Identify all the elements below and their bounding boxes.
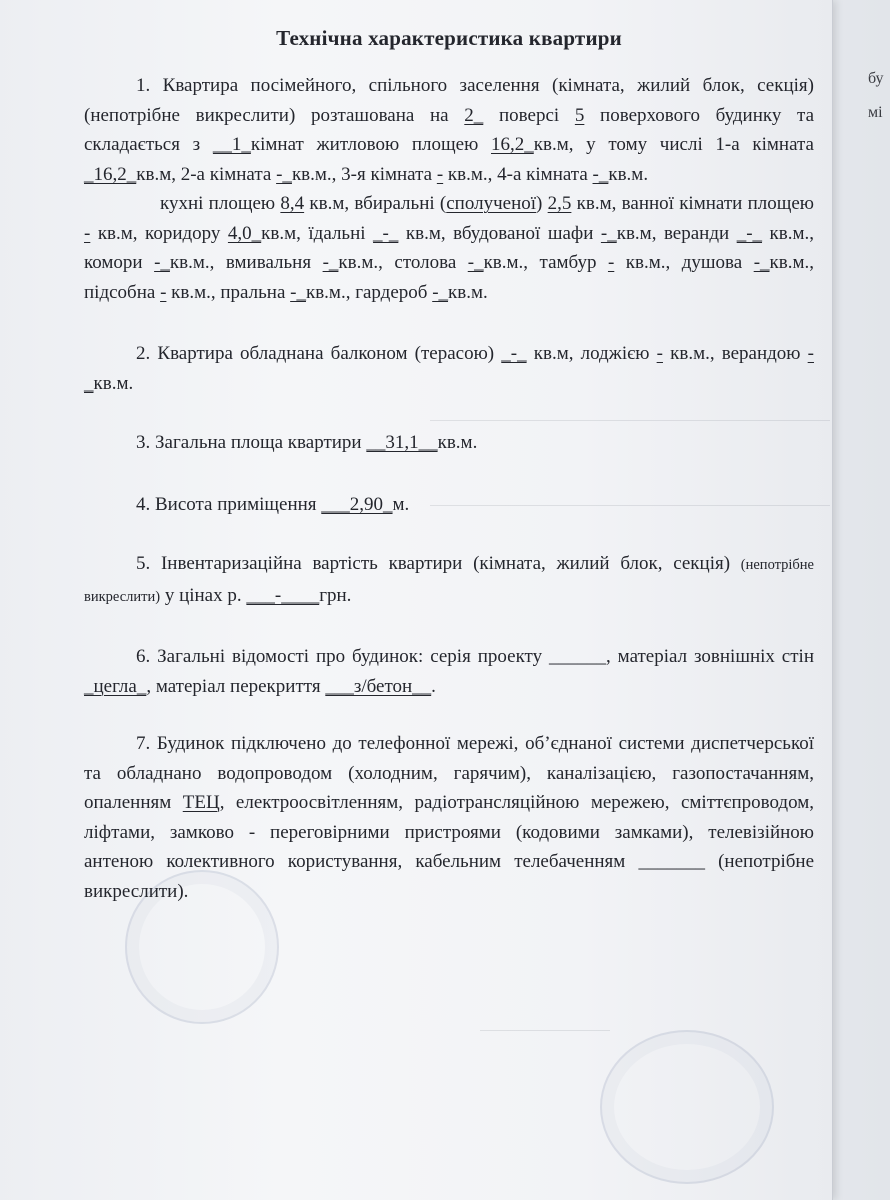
section-1-rooms: кухні площею 8,4 кв.м, вбиральні (сполученої) 2,5 кв.м, ванної кімнати площею - кв.м, коридору 4,0_кв.м, їдальні _-_ кв.м, вбудованої шафи -_кв.м, веранди _-_ кв.м., комори -_кв.м., вмивальня -_кв.м., столова -_кв.м., тамбур - кв.м., душова -_кв.м., підсобна - кв.м., пральна -_кв.м., гардероб -_кв.м. xyxy=(84,193,814,303)
project-series-value: ______ xyxy=(549,646,607,667)
living-area-value: 16,2_ xyxy=(491,134,534,155)
canteen-area-value: -_ xyxy=(467,252,484,273)
total-area-value: __31,1__ xyxy=(366,432,438,453)
dressing-area-value: -_ xyxy=(432,281,449,303)
wc-area-value: 2,5 xyxy=(547,193,572,214)
section-4-height: 4. Висота приміщення ___2,90_м. xyxy=(136,493,410,515)
bath-area-value: - xyxy=(84,222,91,244)
room1-area-value: _16,2_ xyxy=(84,163,137,185)
height-value: ___2,90_ xyxy=(321,493,393,515)
section-6-building-info: 6. Загальні відомості про будинок: серія проекту ______, матеріал зовнішніх стін _цегла_, матеріал перекриття ___з/бетон__. xyxy=(84,646,814,697)
section-1-apartment: 1. Квартира посімейного, спільного заселення (кімната, жилий блок, секція) (непотрібне викреслити) розташована на 2_ поверсі 5 поверхового будинку та складається з __1_кімнат житловою площею 16,2_кв.м, у тому числі 1-а кімната _16,2_кв.м, 2-а кімната -_кв.м., 3-я кімната - кв.м., 4-а кімната -_кв.м. xyxy=(84,75,814,185)
corridor-area-value: 4,0_ xyxy=(227,222,262,244)
show-through-line xyxy=(480,1030,610,1031)
dining-area-value: _-_ xyxy=(373,222,399,244)
utility-area-value: - xyxy=(160,281,167,303)
stamp-imprint-secondary xyxy=(600,1030,774,1184)
cable-tv-value: _______ xyxy=(638,851,705,872)
document-body xyxy=(84,26,814,906)
balcony-area-value: _-_ xyxy=(501,343,527,364)
section-2-balcony: 2. Квартира обладнана балконом (терасою) _-_ кв.м, лоджією - кв.м., верандою -_кв.м. xyxy=(84,343,814,394)
heating-source-value: ТЕЦ xyxy=(182,792,220,813)
vestibule-area-value: - xyxy=(607,252,615,273)
veranda-area-value: _-_ xyxy=(736,222,763,244)
veranda2-area-value: -_ xyxy=(84,343,814,394)
section-3-total-area: 3. Загальна площа квартири __31,1__кв.м. xyxy=(136,432,478,453)
section-5-inventory-value: 5. Інвентаризаційна вартість квартири (кімната, жилий блок, секція) (непотрібне викреслити) у цінах р. ___-____грн. xyxy=(84,553,814,606)
kitchen-area-value: 8,4 xyxy=(280,193,305,214)
document-title: Технічна характеристика квартири xyxy=(276,26,622,50)
rooms-count-value: __1_ xyxy=(212,134,251,155)
washroom-area-value: -_ xyxy=(322,252,339,273)
room2-area-value: -_ xyxy=(276,163,292,185)
next-page-edge-text-top: бу xyxy=(868,70,884,87)
room3-area-value: - xyxy=(436,163,444,185)
floor-value: 2_ xyxy=(464,104,484,126)
section-7-utilities: 7. Будинок підключено до телефонної мережі, об’єднаної системи диспетчерської та обладнано водопроводом (холодним, гарячим), каналізацією, газопостачанням, опаленням ТЕЦ, електроосвітленням, радіотрансляційною мережею, сміттєпроводом, ліфтами, замково - переговірними пристроями (кодовими замками), телевізійною антеною колективного користування, кабельним телебаченням _______ (непотрібне викреслити). xyxy=(84,733,815,902)
inventory-value: ___-____ xyxy=(246,584,320,606)
laundry-area-value: -_ xyxy=(290,281,306,303)
storage-area-value: -_ xyxy=(154,252,170,273)
floor-material-value: ___з/бетон__ xyxy=(325,675,432,697)
loggia-area-value: - xyxy=(656,343,663,364)
room4-area-value: -_ xyxy=(592,163,609,185)
shower-area-value: -_ xyxy=(753,252,770,273)
floors-total-value: 5 xyxy=(574,104,585,126)
next-page-edge-text-bottom: мі xyxy=(868,104,883,121)
wardrobe-area-value: -_ xyxy=(600,222,617,244)
wall-material-value: _цегла_ xyxy=(84,675,147,697)
wc-type-value: сполученої xyxy=(446,193,537,214)
